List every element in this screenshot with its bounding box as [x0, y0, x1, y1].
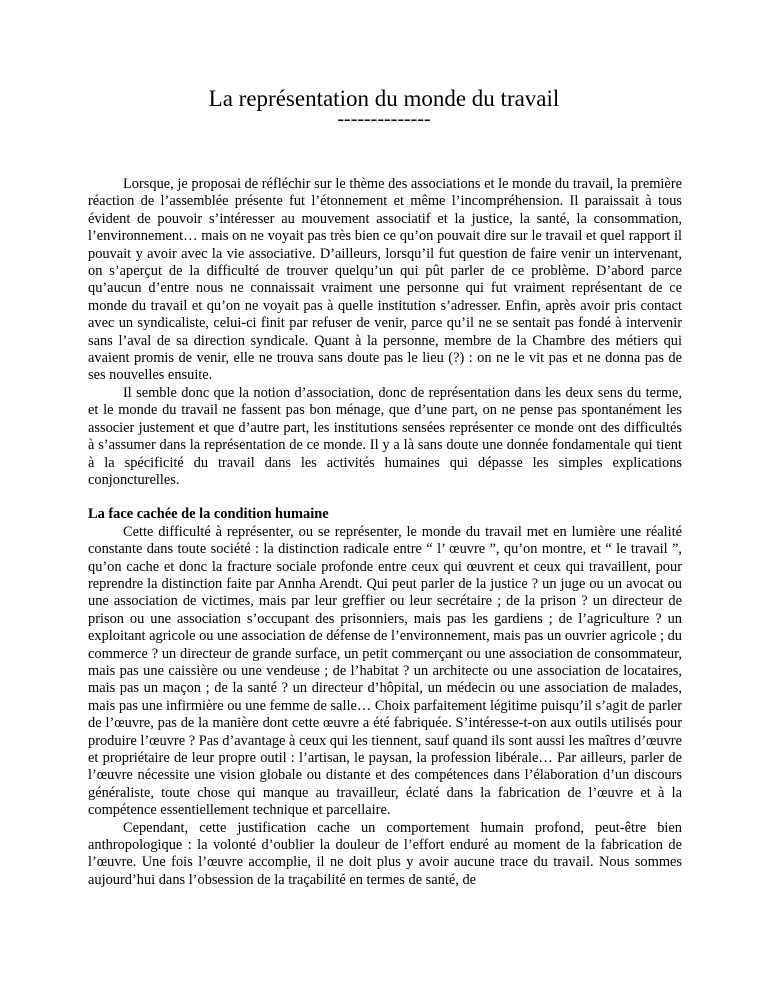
section-heading: La face cachée de la condition humaine	[88, 506, 329, 523]
paragraph-section-1: Cette difficulté à représenter, ou se représenter, le monde du travail met en lumière une réalité constante dans toute société : la distinction radicale entre “ l’ œuvre ”, qu’on montre, et “ le travail ”, qu’on cache et donc la fracture sociale profonde entre ceux qui œuvrent et ceux qui travaillent, pour reprendre la distinction faite par Annha Arendt. Qui peut parler de la justice ? un juge ou un avocat ou une association de victimes, mais par leur greffier ou leur secrétaire ; de la prison ? un directeur de prison ou une association s’occupant des prisonniers, mais pas les gardiens ; de l’agriculture ? un exploitant agricole ou une association de défense de l’environnement, mais pas un ouvrier agricole ; du commerce ? un directeur de grande surface, un petit commerçant ou une association de consommateur, mais pas une caissière ou une vendeuse ; de l’habitat ? un architecte ou une association de locataires, mais pas un maçon ; de la santé ? un directeur d’hôpital, un médecin ou une association de malades, mais pas une infirmière ou une femme de salle… Choix parfaitement légitime puisqu’il s’agit de parler de l’œuvre, pas de la manière dont cette œuvre a été fabriquée. S’intéresse-t-on aux outils utilisés pour produire l’œuvre ? Pas d’avantage à ceux qui les tiennent, sauf quand ils sont aussi les maîtres d’œuvre et propriétaire de leur propre outil : l’artisan, le paysan, la profession libérale… Par ailleurs, parler de l’œuvre nécessite une vision globale ou distante et des compétences dans l’élaboration d’un discours généraliste, toute chose qui manque au travailleur, éclaté dans la fabrication de l’œuvre et à la compétence essentiellement technique et parcellaire.	[88, 523, 682, 819]
document-body	[88, 176, 682, 889]
page-title: La représentation du monde du travail	[208, 86, 560, 111]
title-underline-rule: --------------	[337, 108, 431, 130]
paragraph-intro-2: Il semble donc que la notion d’association, donc de représentation dans les deux sens du terme, et le monde du travail ne fassent pas bon ménage, que d’une part, on ne pense pas spontanément les associer justement et que d’autre part, les institutions sensées représenter ce monde ont des difficultés à s’assumer dans la représentation de ce monde. Il y a là sans doute une donnée fondamentale qui tient à la spécificité du travail dans les activités humaines qui dépasse les simples explications conjoncturelles.	[88, 384, 682, 488]
paragraph-section-2: Cependant, cette justification cache un comportement humain profond, peut-être bien anthropologique : la volonté d’oublier la douleur de l’effort enduré au moment de la fabrication de l’œuvre. Une fois l’œuvre accomplie, il ne doit plus y avoir aucune trace du travail. Nous sommes aujourd’hui dans l’obsession de la traçabilité en termes de santé, de	[88, 819, 682, 888]
paragraph-intro-1: Lorsque, je proposai de réfléchir sur le thème des associations et le monde du travail, la première réaction de l’assemblée présente fut l’étonnement et même l’incompréhension. Il paraissait à tous évident de pouvoir s’intéresser au mouvement associatif et la justice, la santé, la consommation, l’environnement… mais on ne voyait pas très bien ce qu’on pouvait dire sur le travail et quel rapport il pouvait y avoir avec la vie associative. D’ailleurs, lorsqu’il fut question de faire venir un intervenant, on s’aperçut de la difficulté de trouver quelqu’un qui pût parler de ce problème. D’abord parce qu’aucun d’entre nous ne connaissait vraiment une personne qui fut vraiment représentant de ce monde du travail et qu’on ne voyait pas à quelle institution s’adresser. Enfin, après avoir pris contact avec un syndicaliste, celui-ci finit par refuser de venir, parce qu’il ne se sentait pas fondé à intervenir sans l’aval de sa direction syndicale. Quant à la personne, membre de la Chambre des métiers qui avaient promis de venir, elle ne trouva sans doute pas le lieu (?) : on ne le vit pas et ne donna pas de ses nouvelles ensuite.	[88, 176, 682, 384]
